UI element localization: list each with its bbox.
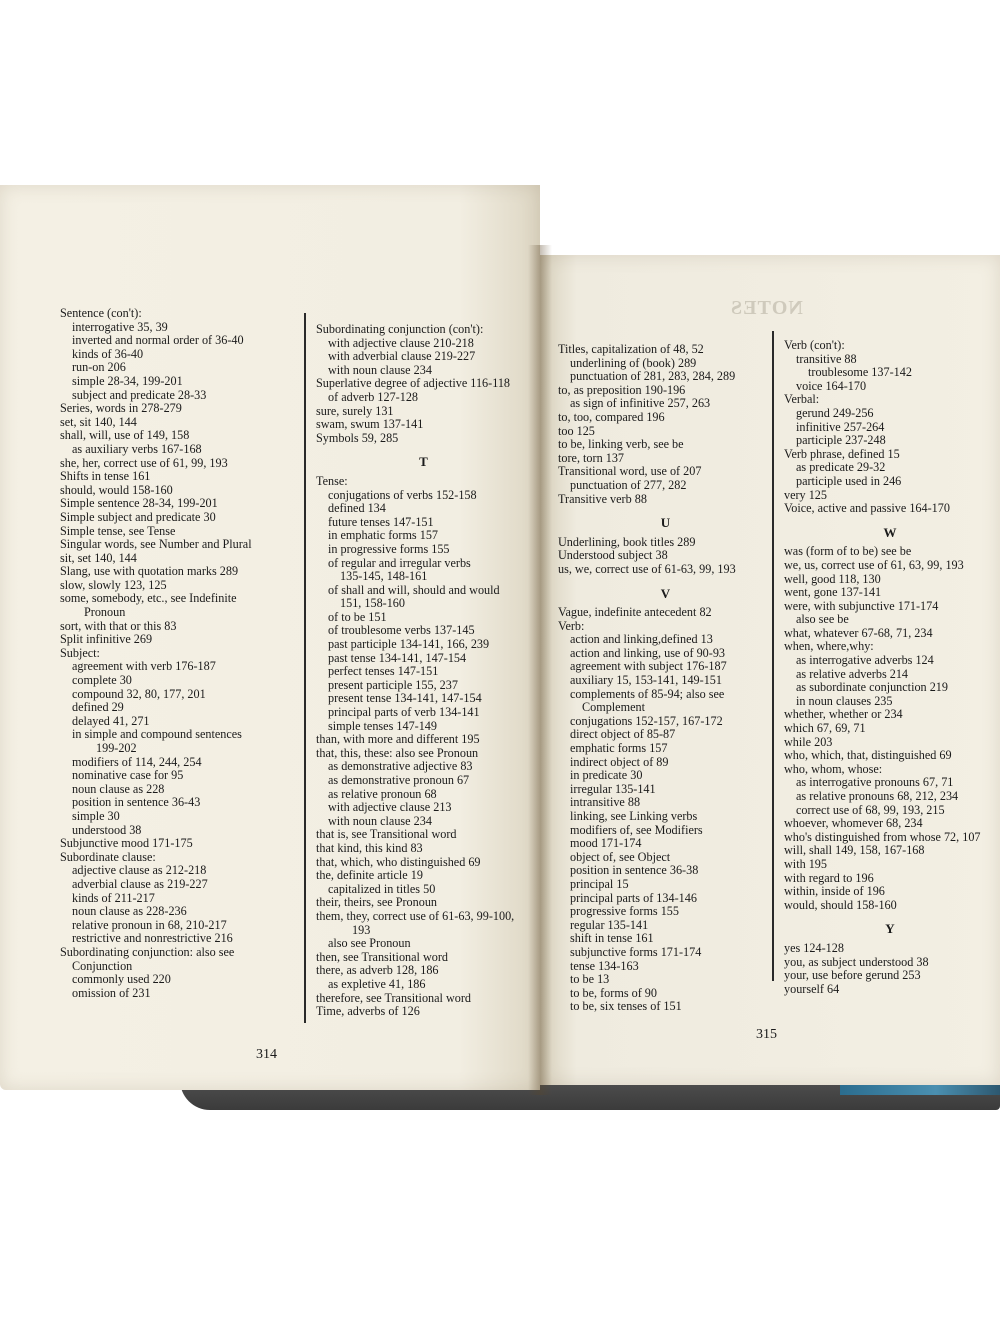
index-entry: noun clause as 228-236	[72, 904, 187, 919]
index-entry: of shall and will, should and would	[328, 582, 500, 597]
index-entry: were, with subjunctive 171-174	[784, 598, 939, 613]
index-entry: very 125	[784, 487, 827, 502]
index-entry: who's distinguished from whose 72, 107	[784, 829, 981, 844]
index-entry: Vague, indefinite antecedent 82	[558, 605, 712, 620]
index-entry: object of, see Object	[570, 849, 671, 864]
index-entry: set, sit 140, 144	[60, 414, 137, 429]
index-entry: as relative pronouns 68, 212, 234	[796, 789, 959, 803]
index-entry: 199-202	[96, 741, 137, 755]
book-gutter	[528, 245, 552, 1095]
index-entry: then, see Transitional word	[316, 949, 449, 964]
index-entry: with adjective clause 213	[328, 800, 452, 815]
left-page	[0, 185, 540, 1090]
index-entry: subject and predicate 28-33	[72, 387, 207, 402]
index-entry: she, her, correct use of 61, 99, 193	[60, 455, 228, 470]
index-entry: tense 134-163	[570, 958, 639, 973]
index-entry: Verb phrase, defined 15	[784, 446, 900, 461]
index-entry: run-on 206	[72, 360, 126, 375]
index-entry: position in sentence 36-38	[570, 863, 699, 878]
index-entry: what, whatever 67-68, 71, 234	[784, 625, 933, 640]
index-entry: defined 29	[72, 700, 124, 715]
index-entry: direct object of 85-87	[570, 727, 676, 742]
index-entry: slow, slowly 123, 125	[60, 577, 167, 592]
index-entry: Subordinating conjunction: also see	[60, 944, 235, 959]
index-entry: capitalized in titles 50	[328, 881, 436, 896]
index-entry: Tense:	[316, 473, 348, 488]
index-entry: troublesome 137-142	[808, 365, 912, 380]
index-entry: voice 164-170	[796, 378, 867, 393]
index-entry: progressive forms 155	[570, 904, 679, 919]
index-entry: Subject:	[60, 645, 100, 660]
index-entry: in progressive forms 155	[328, 541, 450, 556]
index-entry: we, us, correct use of 61, 63, 99, 193	[784, 557, 964, 572]
index-entry: who, which, that, distinguished 69	[784, 748, 952, 763]
index-entry: within, inside of 196	[784, 884, 885, 899]
index-entry: as relative adverbs 214	[796, 666, 909, 681]
section-letter-w: W	[883, 524, 897, 540]
index-entry: position in sentence 36-43	[72, 795, 201, 810]
index-entry: auxiliary 15, 153-141, 149-151	[570, 673, 722, 688]
index-entry: as interrogative adverbs 124	[796, 653, 934, 668]
index-entry: you, as subject understood 38	[784, 954, 929, 969]
index-entry: punctuation of 281, 283, 284, 289	[570, 369, 736, 384]
index-entry: Slang, use with quotation marks 289	[60, 564, 239, 579]
index-entry: past tense 134-141, 147-154	[328, 650, 467, 665]
index-entry: agreement with verb 176-187	[72, 659, 216, 674]
index-entry: that is, see Transitional word	[316, 827, 457, 842]
index-entry: of to be 151	[328, 609, 387, 624]
index-entry: understood 38	[72, 822, 142, 837]
index-entry: Time, adverbs of 126	[316, 1004, 420, 1019]
index-entry: sure, surely 131	[316, 403, 394, 418]
index-entry: would, should 158-160	[784, 897, 897, 912]
index-entry: infinitive 257-264	[796, 419, 885, 434]
index-entry: Underlining, book titles 289	[558, 534, 696, 549]
index-entry: which 67, 69, 71	[784, 721, 866, 736]
right-page	[540, 255, 1000, 1085]
index-entry: in noun clauses 235	[796, 693, 893, 708]
index-entry: Verbal:	[784, 392, 820, 407]
index-entry: transitive 88	[796, 351, 857, 366]
index-entry: in emphatic forms 157	[328, 528, 439, 543]
index-entry: with regard to 196	[784, 870, 874, 885]
index-entry: also see be	[796, 612, 849, 627]
index-entry: action and linking,defined 13	[570, 632, 713, 647]
index-entry: 135-145, 148-161	[340, 569, 428, 584]
index-entry: as auxiliary verbs 167-168	[72, 441, 202, 456]
index-entry: tore, torn 137	[558, 450, 625, 465]
index-entry: modifiers of 114, 244, 254	[72, 754, 202, 769]
index-entry: conjugations 152-157, 167-172	[570, 713, 723, 728]
index-entry: participle 237-248	[796, 433, 886, 448]
index-entry: who, whom, whose:	[784, 761, 883, 776]
index-entry: commonly used 220	[72, 972, 171, 987]
column-divider-right	[772, 331, 774, 981]
page-number-right: 315	[756, 1027, 777, 1042]
index-entry: past participle 134-141, 166, 239	[328, 637, 490, 652]
column-divider	[304, 313, 306, 1023]
index-entry: than, with more and different 195	[316, 732, 480, 747]
index-entry: that, this, these: also see Pronoun	[316, 745, 479, 760]
index-entry: to, as preposition 190-196	[558, 382, 686, 397]
index-entry: perfect tenses 147-151	[328, 664, 439, 679]
index-entry: Subordinate clause:	[60, 849, 156, 864]
left-page-column-1	[60, 307, 295, 1000]
section-letter-t: T	[419, 454, 428, 470]
index-entry: Simple subject and predicate 30	[60, 509, 216, 524]
index-entry: Symbols 59, 285	[316, 430, 399, 445]
index-entry: adjective clause as 212-218	[72, 863, 207, 878]
index-entry: of troublesome verbs 137-145	[328, 623, 475, 638]
index-entry: punctuation of 277, 282	[570, 477, 687, 492]
index-entry: principal parts of verb 134-141	[328, 705, 480, 720]
index-entry: as subordinate conjunction 219	[796, 680, 948, 695]
index-entry: defined 134	[328, 501, 386, 516]
index-entry: regular 135-141	[570, 917, 649, 932]
index-entry: complements of 85-94; also see	[570, 686, 725, 701]
index-entry: in simple and compound sentences	[72, 727, 242, 742]
index-entry: of adverb 127-128	[328, 389, 419, 404]
index-entry: 151, 158-160	[340, 596, 405, 611]
index-entry: simple tenses 147-149	[328, 718, 437, 733]
section-letter-u: U	[660, 515, 671, 531]
index-entry: irregular 135-141	[570, 781, 656, 796]
index-entry: Transitive verb 88	[558, 491, 647, 506]
index-entry: omission of 231	[72, 985, 151, 1000]
index-entry: will, shall 149, 158, 167-168	[784, 843, 925, 858]
index-entry: there, as adverb 128, 186	[316, 963, 439, 978]
index-entry: us, we, correct use of 61-63, 99, 193	[558, 561, 736, 576]
index-entry: of regular and irregular verbs	[328, 555, 471, 570]
index-entry: present tense 134-141, 147-154	[328, 691, 482, 706]
index-entry: sort, with that or this 83	[60, 618, 177, 633]
index-entry: to be, forms of 90	[570, 985, 657, 1000]
index-entry: yes 124-128	[784, 940, 844, 955]
index-entry: their, theirs, see Pronoun	[316, 895, 438, 910]
index-entry: Verb (con't):	[784, 338, 845, 352]
index-entry: intransitive 88	[570, 795, 641, 810]
index-entry: Simple sentence 28-34, 199-201	[60, 496, 218, 511]
index-entry: that kind, this kind 83	[316, 840, 423, 855]
index-entry: emphatic forms 157	[570, 741, 668, 756]
index-entry: some, somebody, etc., see Indefinite	[60, 591, 237, 606]
index-entry: that, which, who distinguished 69	[316, 854, 481, 869]
index-entry: Superlative degree of adjective 116-118	[316, 376, 511, 391]
index-entry: to, too, compared 196	[558, 409, 665, 424]
index-entry: them, they, correct use of 61-63, 99-100,	[316, 908, 515, 923]
index-entry: indirect object of 89	[570, 754, 669, 769]
index-entry: mood 171-174	[570, 836, 642, 851]
index-entry: principal 15	[570, 876, 629, 891]
index-entry: conjugations of verbs 152-158	[328, 487, 477, 502]
index-entry: simple 28-34, 199-201	[72, 373, 183, 388]
index-entry: as relative pronoun 68	[328, 786, 437, 801]
index-entry: action and linking, use of 90-93	[570, 645, 726, 660]
index-entry: gerund 249-256	[796, 405, 874, 420]
index-entry: Pronoun	[84, 605, 126, 620]
open-book	[0, 185, 1000, 1110]
index-entry: Split infinitive 269	[60, 632, 153, 647]
index-entry: was (form of to be) see be	[784, 544, 912, 559]
index-entry: in predicate 30	[570, 768, 643, 783]
index-entry: kinds of 211-217	[72, 890, 155, 905]
index-entry: should, would 158-160	[60, 482, 173, 497]
index-entry: interrogative 35, 39	[72, 319, 168, 334]
index-entry: to be, six tenses of 151	[570, 999, 682, 1014]
index-entry: as expletive 41, 186	[328, 976, 426, 991]
index-entry: well, good 118, 130	[784, 571, 881, 586]
show-through-header: NOTES	[730, 297, 803, 319]
index-entry: Singular words, see Number and Plural	[60, 537, 252, 552]
index-entry: to be 13	[570, 972, 610, 987]
index-entry: while 203	[784, 734, 833, 749]
index-entry: complete 30	[72, 673, 132, 688]
index-entry: Conjunction	[72, 958, 133, 973]
index-entry: Subjunctive mood 171-175	[60, 836, 193, 851]
index-entry: adverbial clause as 219-227	[72, 876, 208, 891]
index-entry: simple 30	[72, 808, 120, 823]
index-entry: with adverbial clause 219-227	[328, 349, 476, 364]
index-entry: Transitional word, use of 207	[558, 464, 702, 479]
index-entry: Series, words in 278-279	[60, 401, 182, 416]
index-entry: as demonstrative adjective 83	[328, 759, 473, 774]
index-entry: linking, see Linking verbs	[570, 809, 698, 823]
index-entry: when, where,why:	[784, 639, 874, 654]
index-entry: Simple tense, see Tense	[60, 523, 176, 538]
index-entry: agreement with subject 176-187	[570, 659, 727, 674]
index-entry: whoever, whomever 68, 234	[784, 816, 923, 831]
index-entry: Subordinating conjunction (con't):	[316, 322, 484, 336]
index-entry: principal parts of 134-146	[570, 890, 697, 905]
index-entry: to be, linking verb, see be	[558, 437, 684, 452]
index-entry: participle used in 246	[796, 473, 902, 488]
index-entry: Voice, active and passive 164-170	[784, 501, 950, 516]
index-entry: as predicate 29-32	[796, 460, 886, 475]
index-entry: as demonstrative pronoun 67	[328, 773, 470, 787]
index-entry: swam, swum 137-141	[316, 417, 424, 432]
index-entry: shall, will, use of 149, 158	[60, 428, 190, 443]
index-entry: whether, whether or 234	[784, 707, 903, 722]
right-page-column-2	[784, 339, 996, 996]
index-entry: nominative case for 95	[72, 768, 184, 783]
index-entry: restrictive and nonrestrictive 216	[72, 931, 233, 946]
index-entry: delayed 41, 271	[72, 713, 150, 728]
index-entry: as sign of infinitive 257, 263	[570, 396, 711, 411]
index-entry: too 125	[558, 423, 595, 438]
index-entry: kinds of 36-40	[72, 346, 144, 361]
index-entry: compound 32, 80, 177, 201	[72, 686, 206, 701]
index-entry: shift in tense 161	[570, 931, 654, 946]
index-entry: inverted and normal order of 36-40	[72, 333, 244, 348]
index-entry: with noun clause 234	[328, 813, 432, 828]
left-page-column-2	[316, 323, 531, 1019]
index-entry: noun clause as 228	[72, 781, 165, 796]
index-entry: with 195	[784, 856, 827, 871]
index-entry: as interrogative pronouns 67, 71	[796, 775, 954, 790]
page-number-left: 314	[256, 1047, 277, 1062]
index-entry: therefore, see Transitional word	[316, 990, 472, 1005]
index-entry: modifiers of, see Modifiers	[570, 822, 703, 837]
index-entry: the, definite article 19	[316, 868, 423, 883]
index-entry: underlining of (book) 289	[570, 355, 697, 370]
index-entry: relative pronoun in 68, 210-217	[72, 917, 227, 932]
index-entry: Understood subject 38	[558, 548, 668, 563]
index-entry: Sentence (con't):	[60, 306, 142, 320]
section-letter-y: Y	[885, 921, 895, 937]
index-entry: Complement	[582, 700, 645, 715]
right-page-column-1	[558, 343, 773, 1014]
index-entry: Shifts in tense 161	[60, 469, 151, 484]
index-entry: Titles, capitalization of 48, 52	[558, 342, 704, 356]
index-entry: subjunctive forms 171-174	[570, 944, 702, 959]
index-entry: also see Pronoun	[328, 936, 411, 951]
index-entry: your, use before gerund 253	[784, 968, 921, 983]
section-letter-v: V	[660, 585, 671, 601]
index-entry: with noun clause 234	[328, 362, 432, 377]
index-entry: yourself 64	[784, 981, 840, 996]
index-entry: with adjective clause 210-218	[328, 335, 474, 350]
index-entry: future tenses 147-151	[328, 514, 434, 529]
index-entry: Verb:	[558, 618, 585, 633]
index-entry: 193	[352, 922, 371, 937]
index-entry: present participle 155, 237	[328, 677, 458, 692]
index-entry: correct use of 68, 99, 193, 215	[796, 802, 945, 817]
index-entry: went, gone 137-141	[784, 585, 882, 600]
index-entry: sit, set 140, 144	[60, 550, 137, 565]
